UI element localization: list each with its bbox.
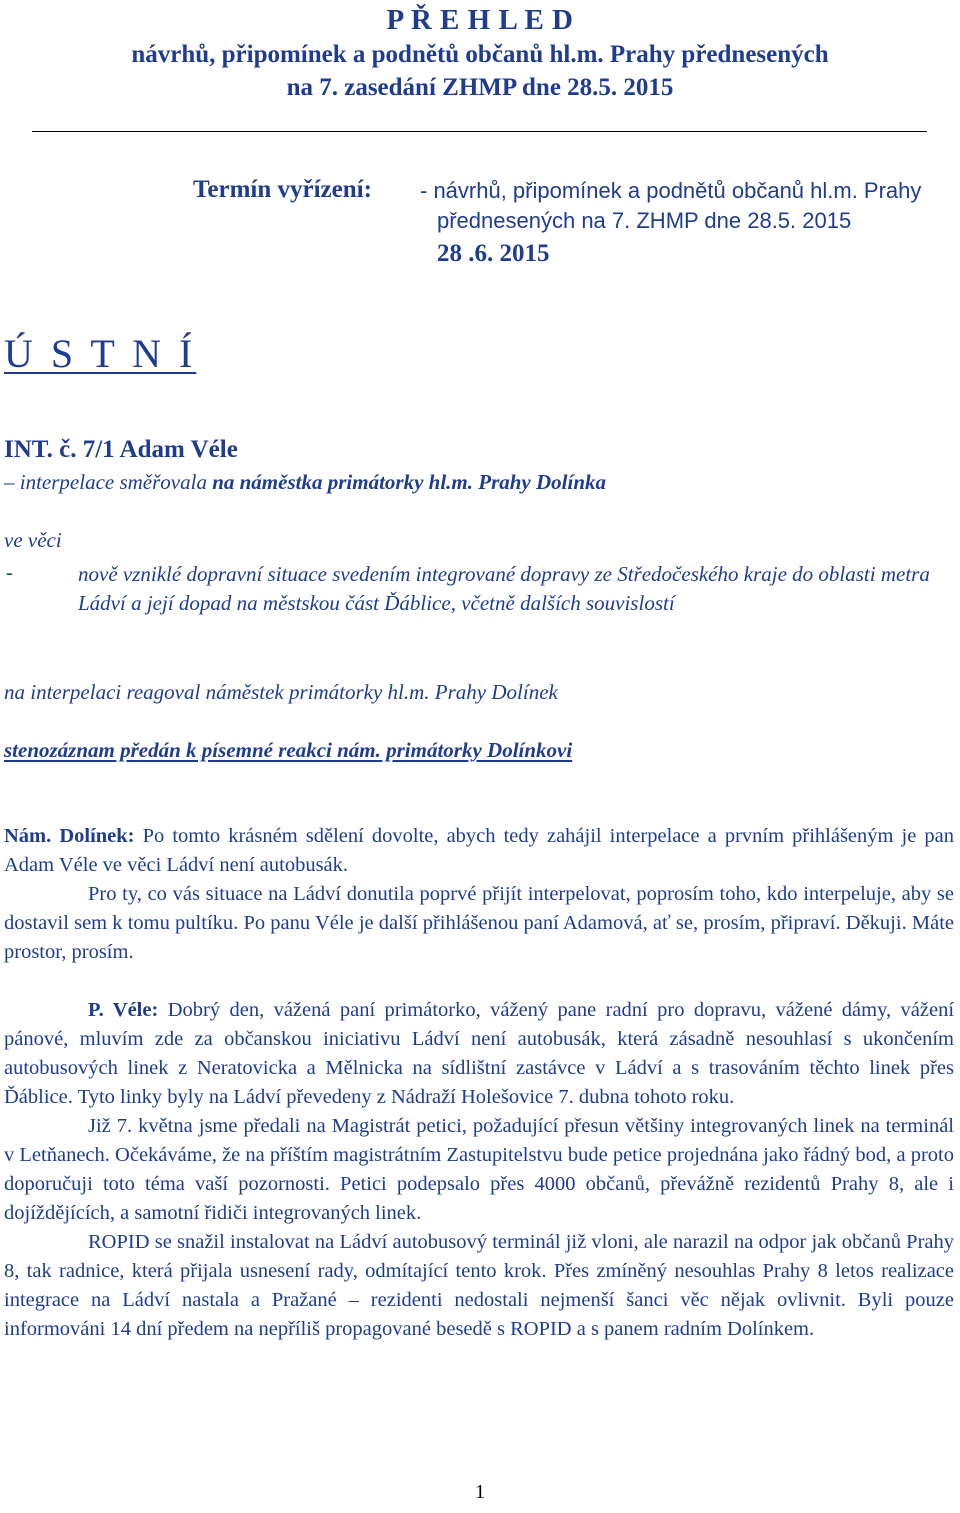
interpellation-direction	[4, 470, 606, 495]
deadline-label: Termín vyřízení:	[193, 176, 372, 203]
transcript-paragraph	[4, 822, 954, 880]
transcript-paragraph: ROPID se snažil instalovat na Ládví autobusový terminál již vloni, ale narazil na odpor jak občanů Prahy 8, tak radnice, která přijala usnesení rady, odmítající tento krok. Přes zmíněný nesouhlas Prahy 8 letos realizace integrace na Ládví nastala a Pražané – rezidenti nedostali nejmenší šanci věc nějak ovlivnit. Byli pouze informováni 14 dní předem na nepříliš propagované besedě s ROPID a s panem radním Dolínkem.	[4, 1231, 954, 1340]
transcript-paragraph: Pro ty, co vás situace na Ládví donutila poprvé přijít interpelovat, poprosím toho, kdo interpeluje, aby se dostavil sem k tomu pultíku. Po panu Véle je další přihlášenou paní Adamová, ať se, prosím, připraví. Děkuji. Máte prostor, prosím.	[4, 883, 954, 963]
paragraph-text: Dobrý den, vážená paní primátorko, vážený pane radní pro dopravu, vážené dámy, vážení pánové, mluvím zde za občanskou iniciativu Ládví není autobusák, která zásadně nesouhlasí s ukončením autobusových linek z Neratovicka a Mělnicka na sídlištní zastávce v Ládví a s trasováním těchto linek přes Ďáblice. Tyto linky byly na Ládví převedeny z Nádraží Holešovice 7. dubna tohoto roku.	[4, 999, 955, 1108]
subject-text: nově vzniklé dopravní situace svedením integrované dopravy ze Středočeského kraje do oblasti metra Ládví a její dopad na městskou část Ďáblice, včetně dalších souvislostí	[78, 562, 930, 615]
deadline-date: 28 .6. 2015	[437, 240, 550, 267]
transcript-block-2	[4, 996, 954, 1344]
document-title: P Ř E H L E D	[386, 4, 574, 36]
section-title: Ú S T N Í	[4, 331, 197, 376]
stenogram-note: stenozáznam předán k písemné reakci nám. primátorky Dolínkovi	[4, 738, 573, 762]
transcript-paragraph	[4, 996, 954, 1112]
document-subtitle-line1: návrhů, připomínek a podnětů občanů hl.m. Prahy přednesených	[131, 41, 829, 68]
speaker-name: P. Véle:	[88, 999, 159, 1021]
horizontal-rule	[32, 131, 927, 132]
direction-addressee: na náměstka primátorky hl.m. Prahy Dolínka	[212, 470, 607, 494]
deadline-text-line1: - návrhů, připomínek a podnětů občanů hl.m. Prahy	[420, 178, 922, 203]
paragraph-text: Po tomto krásném sdělení dovolte, abych tedy zahájil interpelace a prvním přihlášeným je pan Adam Véle ve věci Ládví není autobusák.	[4, 825, 955, 876]
speaker-name: Nám. Dolínek:	[4, 825, 135, 847]
subject-intro: ve věci	[4, 528, 62, 552]
transcript-block-1	[4, 822, 954, 967]
interpellation-heading: INT. č. 7/1 Adam Véle	[4, 436, 238, 463]
direction-prefix: – interpelace směřovala	[4, 470, 207, 494]
page-number: 1	[475, 1481, 485, 1503]
subject-bullet: -	[6, 560, 13, 584]
deadline-text-line2: přednesených na 7. ZHMP dne 28.5. 2015	[437, 208, 852, 233]
document-subtitle-line2: na 7. zasedání ZHMP dne 28.5. 2015	[286, 74, 674, 101]
transcript-paragraph: Již 7. května jsme předali na Magistrát petici, požadující přesun většiny integrovaných linek na terminál v Letňanech. Očekáváme, že na příštím magistrátním Zastupitelstvu bude petice projednána jako řádný bod, a proto doporučuji toto téma vaší pozornosti. Petici podepsalo přes 4000 občanů, převážně rezidentů Prahy 8, ale i dojíždějících, a samotní řidiči integrovaných linek.	[4, 1115, 954, 1224]
reaction-note: na interpelaci reagoval náměstek primátorky hl.m. Prahy Dolínek	[4, 680, 558, 704]
